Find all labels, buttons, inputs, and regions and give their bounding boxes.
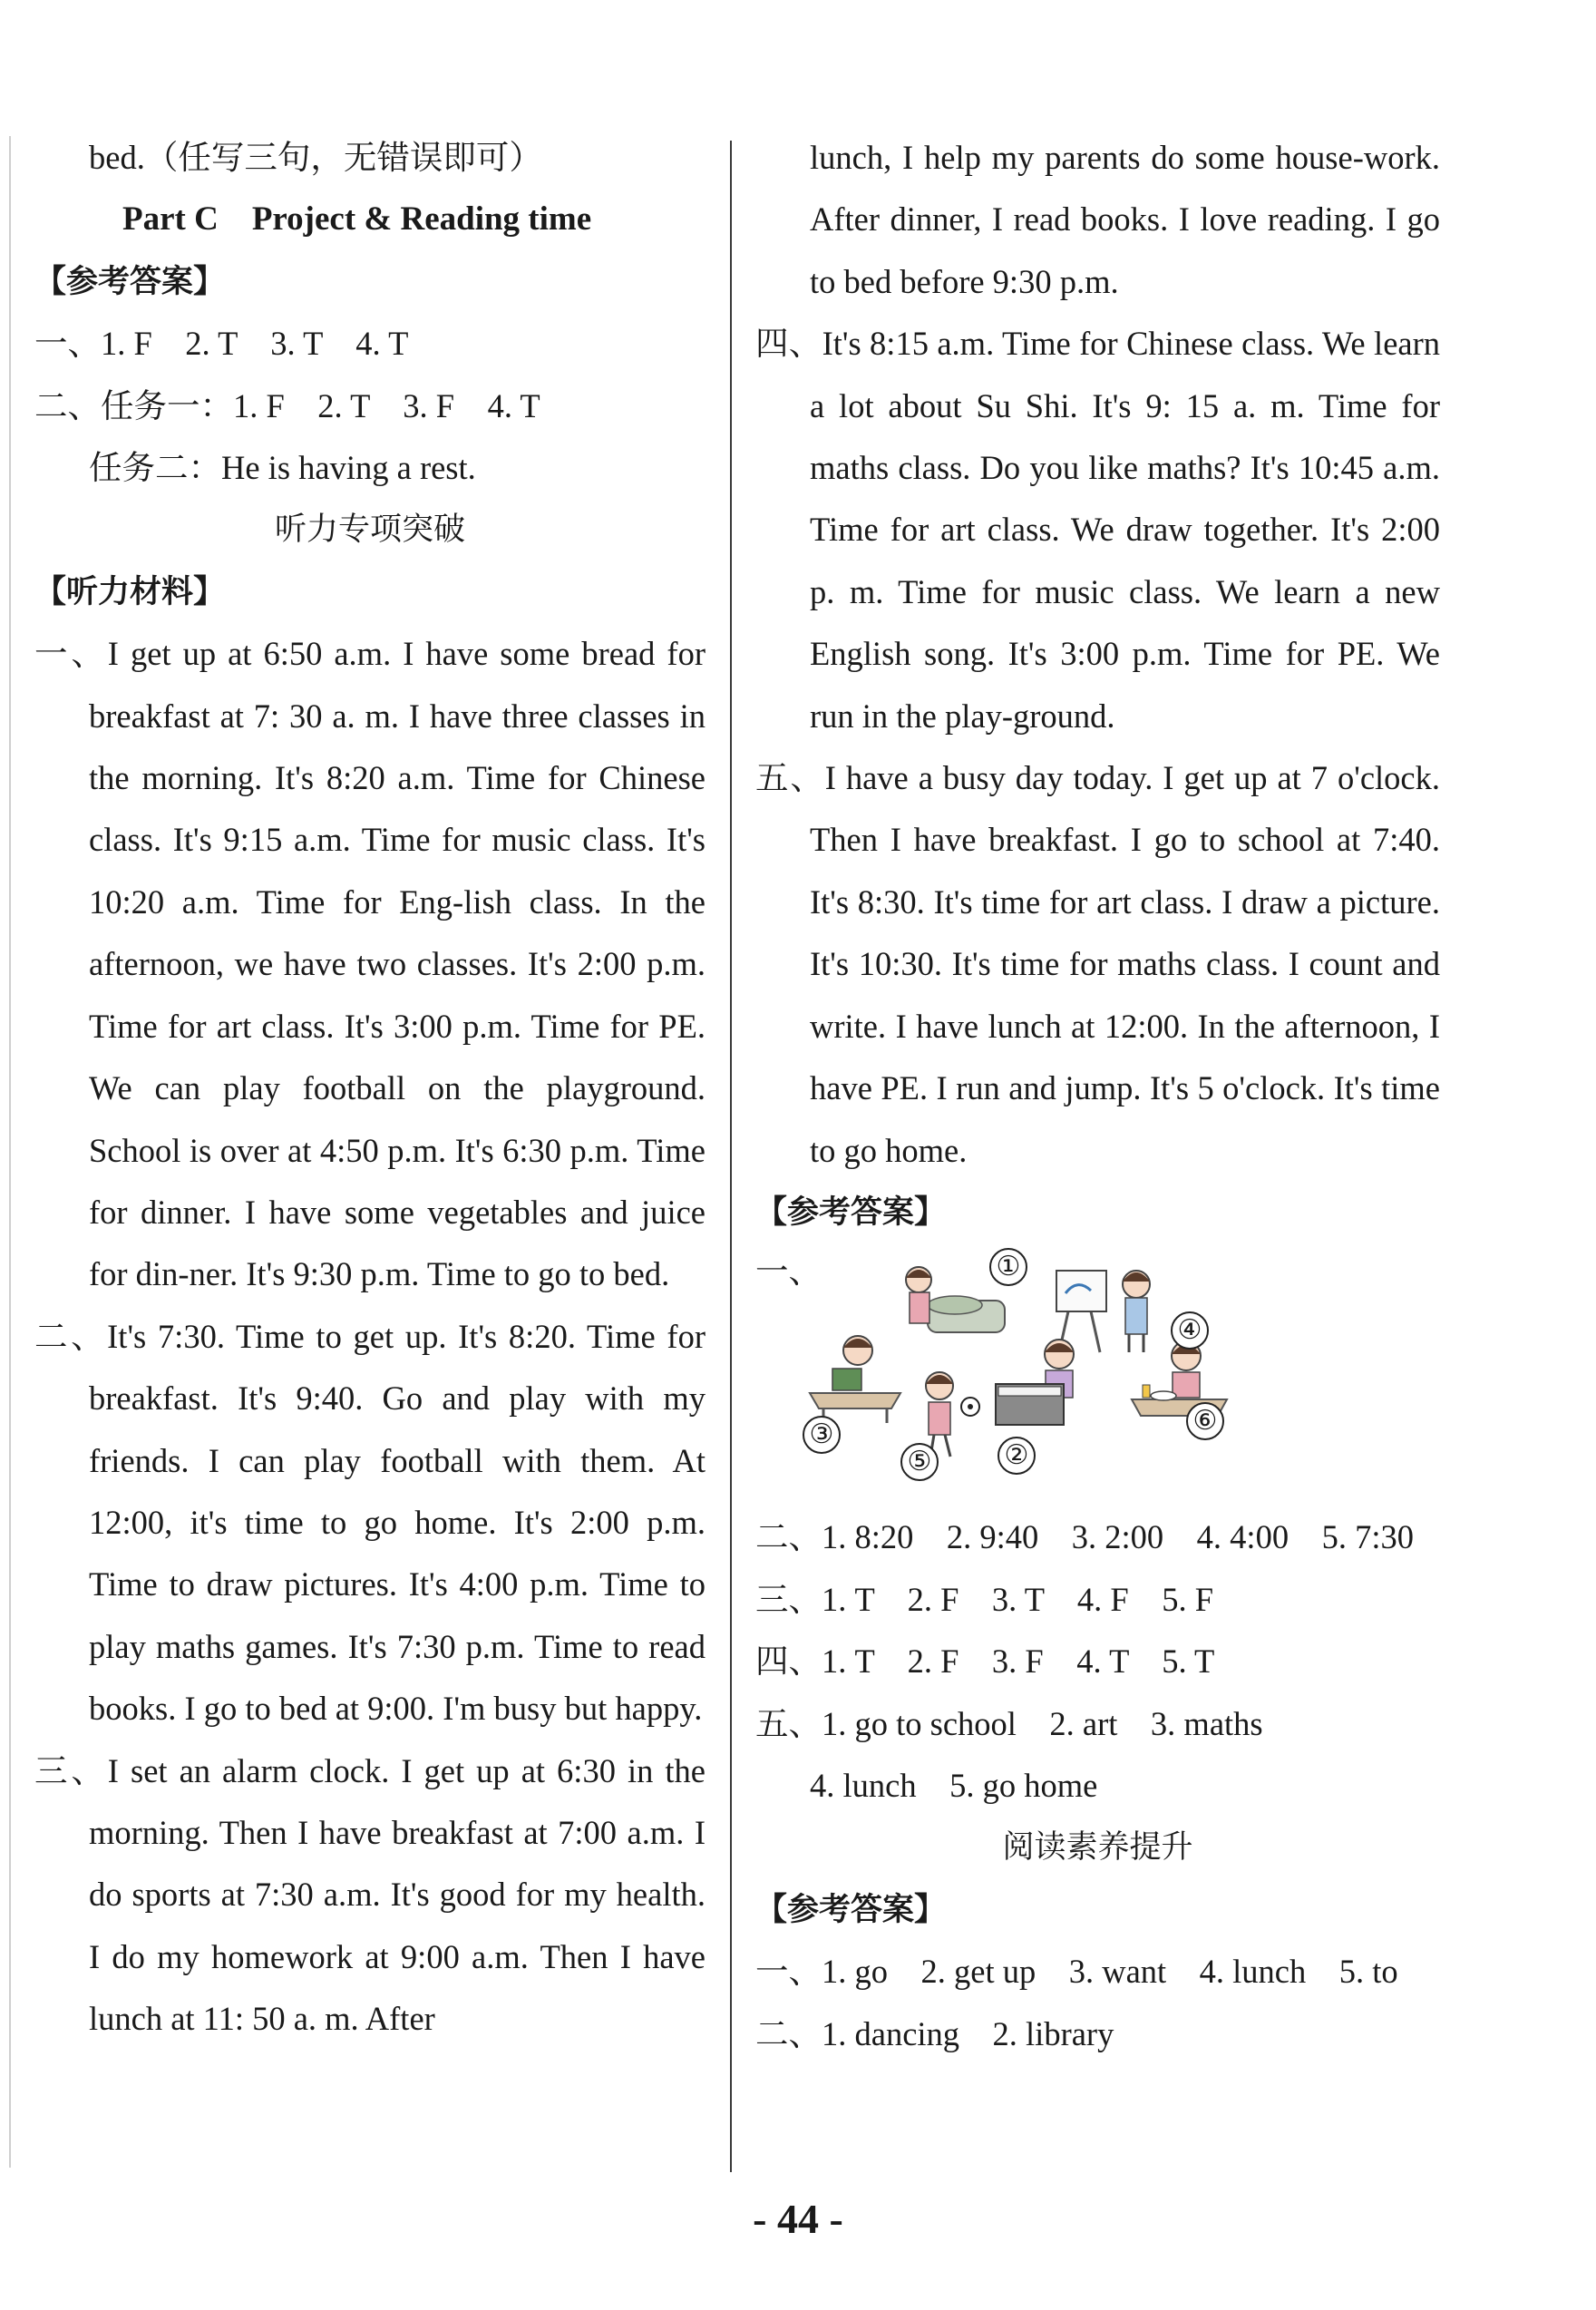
answer-header: 【参考答案】 bbox=[34, 263, 226, 300]
listening-material-1: 一、I get up at 6:50 a.m. I have some bread for breakfast at 7: 30 a. m. I have three classes in the morning. It's 8:20 a.m. Time for Chinese class. It's 9:15 a.m. Time for music class. It's 10:20 a.m. Time for Eng-lish class. In the afternoon, we have two classes. It's 2:00 p.m. Time for art class. It's 3:00 p.m. Time for PE. We can play football on the playground. School is over at 4:50 p.m. It's 6:30 p.m. Time for dinner. I have some vegetables and juice for din-ner. It's 9:30 p.m. Time to go to bed. bbox=[34, 635, 706, 1293]
answer-line-2-right: 二、1. 8:20 2. 9:40 3. 2:00 4. 4:00 5. 7:30 bbox=[755, 1518, 1414, 1556]
answer-line-3-right: 三、1. T 2. F 3. T 4. F 5. F bbox=[755, 1580, 1214, 1618]
listening-material-5: 五、I have a busy day today. I get up at 7 o'clock. Then I have breakfast. I go to school at 7:40. It's 8:30. It's time for art class. I draw a picture. It's 10:30. It's time for maths class. I count and write. I have lunch at 12:00. In the afternoon, I have PE. I run and jump. It's 5 o'clock. It's time to go home. bbox=[755, 759, 1440, 1169]
answer-line-4-right: 四、1. T 2. F 3. F 4. T 5. T bbox=[755, 1642, 1215, 1681]
reading-girl-picture bbox=[805, 1325, 914, 1425]
circle-number-5: ⑤ bbox=[900, 1443, 939, 1481]
column-divider bbox=[730, 141, 732, 2172]
answer-line-5a-right: 五、1. go to school 2. art 3. maths bbox=[755, 1704, 1263, 1742]
illustration-label: 一、 bbox=[755, 1252, 822, 1291]
answer-line-3: 任务二：He is having a rest. bbox=[89, 449, 476, 487]
listening-material-4: 四、It's 8:15 a.m. Time for Chinese class. We learn a lot about Su Shi. It's 9: 15 a. m. Time for maths class. Do you like maths? It's 10:45 a.m. Time for art class. We draw together. It's 2:00 p. m. Time for music class. We learn a new English song. It's 3:00 p.m. Time for PE. We run in the play-ground. bbox=[755, 325, 1440, 735]
listening-material-3: 三、I set an alarm clock. I get up at 6:30 in the morning. Then I have breakfast at 7:00 a.m. I do sports at 7:30 a.m. It's good for my health. I do my homework at 9:00 a.m. Then I have lunch at 11: 50 a. m. After bbox=[34, 1751, 706, 2038]
reading-answer-2: 二、1. dancing 2. library bbox=[755, 2014, 1114, 2052]
circle-number-6: ⑥ bbox=[1186, 1402, 1224, 1440]
reading-section-title: 阅读素养提升 bbox=[1002, 1829, 1193, 1867]
listening-material-3-continued: lunch, I help my parents do some house-work. After dinner, I read books. I love reading. I go to bed before 9:30 p.m. bbox=[810, 139, 1440, 300]
piano-girl-picture bbox=[991, 1334, 1109, 1434]
right-column bbox=[755, 127, 1440, 2065]
scan-edge-line bbox=[9, 136, 11, 2168]
bed-line: bed.（任写三句，无错误即可） bbox=[89, 139, 542, 176]
circle-number-2: ② bbox=[998, 1437, 1036, 1475]
listening-material-header: 【听力材料】 bbox=[34, 573, 226, 610]
answer-line-5b-right: 4. lunch 5. go home bbox=[810, 1766, 1098, 1804]
circle-number-4: ④ bbox=[1171, 1311, 1209, 1350]
answer-line-2: 二、任务一：1. F 2. T 3. F 4. T bbox=[34, 386, 540, 424]
listening-material-2: 二、It's 7:30. Time to get up. It's 8:20. Time for breakfast. It's 9:40. Go and play with my friends. I can play football with them. At 12:00, it's time to go home. It's 2:00 p.m. Time to draw pictures. It's 4:00 p.m. Time to play maths games. It's 7:30 p.m. Time to read books. I go to bed at 9:00. I'm busy but happy. bbox=[34, 1317, 706, 1728]
reading-answer-1: 一、1. go 2. get up 3. want 4. lunch 5. to bbox=[755, 1953, 1398, 1991]
part-c-title: Part C Project & Reading time bbox=[122, 200, 592, 239]
listening-section-title: 听力专项突破 bbox=[274, 512, 465, 549]
left-column bbox=[34, 127, 706, 2051]
activity-illustration bbox=[755, 1243, 1440, 1506]
answer-line-1: 一、1. F 2. T 3. T 4. T bbox=[34, 325, 409, 363]
page-number: - 44 - bbox=[753, 2196, 843, 2242]
circle-number-3: ③ bbox=[803, 1416, 841, 1454]
answer-header-2: 【参考答案】 bbox=[755, 1194, 947, 1231]
answer-header-3: 【参考答案】 bbox=[755, 1891, 947, 1928]
circle-number-1: ① bbox=[989, 1248, 1027, 1286]
